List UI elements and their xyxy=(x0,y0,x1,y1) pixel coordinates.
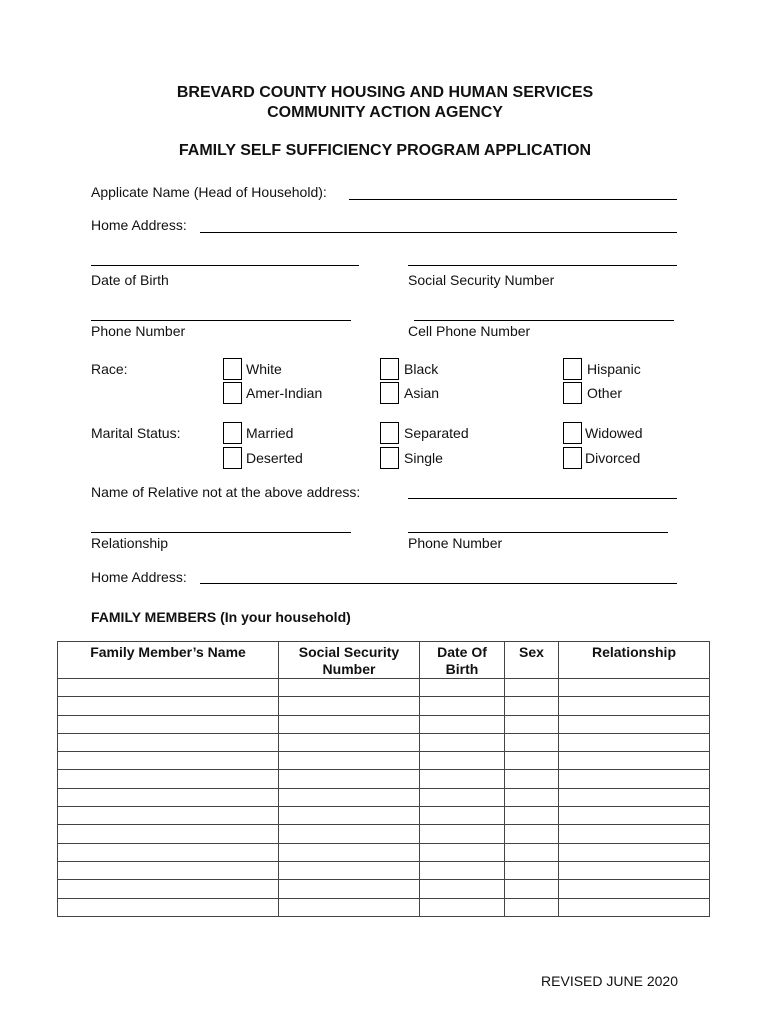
table-cell[interactable] xyxy=(505,898,559,916)
relationship-field[interactable] xyxy=(91,532,351,533)
table-row xyxy=(58,770,710,788)
table-cell[interactable] xyxy=(58,861,279,879)
table-cell[interactable] xyxy=(559,715,710,733)
revision-date: REVISED JUNE 2020 xyxy=(541,973,678,989)
table-cell[interactable] xyxy=(420,752,505,770)
marital-deserted-checkbox[interactable] xyxy=(223,447,242,469)
table-row xyxy=(58,807,710,825)
table-cell[interactable] xyxy=(58,825,279,843)
table-cell[interactable] xyxy=(559,898,710,916)
relative-address-label: Home Address: xyxy=(91,569,187,585)
race-amer-indian-checkbox[interactable] xyxy=(223,382,242,404)
agency-name: BREVARD COUNTY HOUSING AND HUMAN SERVICES xyxy=(176,84,594,101)
table-cell[interactable] xyxy=(559,880,710,898)
table-row xyxy=(58,880,710,898)
table-row xyxy=(58,679,710,697)
home-address-field[interactable] xyxy=(200,232,677,233)
marital-single-label: Single xyxy=(404,450,443,466)
table-cell[interactable] xyxy=(279,807,420,825)
marital-married-checkbox[interactable] xyxy=(223,422,242,444)
date-of-birth-field[interactable] xyxy=(91,265,359,266)
marital-divorced-checkbox[interactable] xyxy=(563,447,582,469)
marital-single-checkbox[interactable] xyxy=(380,447,399,469)
race-black-label: Black xyxy=(404,361,439,377)
table-cell[interactable] xyxy=(58,807,279,825)
table-cell[interactable] xyxy=(279,733,420,751)
table-cell[interactable] xyxy=(279,788,420,806)
table-cell[interactable] xyxy=(559,861,710,879)
table-cell[interactable] xyxy=(279,770,420,788)
table-cell[interactable] xyxy=(505,807,559,825)
race-white-checkbox[interactable] xyxy=(223,358,242,380)
table-cell[interactable] xyxy=(505,697,559,715)
table-cell[interactable] xyxy=(505,880,559,898)
table-row xyxy=(58,788,710,806)
table-cell[interactable] xyxy=(505,843,559,861)
table-cell[interactable] xyxy=(559,697,710,715)
marital-widowed-checkbox[interactable] xyxy=(563,422,582,444)
marital-deserted-label: Deserted xyxy=(246,450,303,466)
table-cell[interactable] xyxy=(559,843,710,861)
table-cell[interactable] xyxy=(420,898,505,916)
home-address-label: Home Address: xyxy=(91,217,187,233)
table-row xyxy=(58,733,710,751)
table-cell[interactable] xyxy=(279,880,420,898)
phone-label: Phone Number xyxy=(91,323,186,339)
cell-phone-field[interactable] xyxy=(414,320,674,321)
table-cell[interactable] xyxy=(58,880,279,898)
table-cell[interactable] xyxy=(420,861,505,879)
marital-separated-checkbox[interactable] xyxy=(380,422,399,444)
table-cell[interactable] xyxy=(559,679,710,697)
relative-address-field[interactable] xyxy=(200,583,677,584)
table-cell[interactable] xyxy=(505,770,559,788)
table-cell[interactable] xyxy=(58,679,279,697)
table-row xyxy=(58,752,710,770)
column-header-ssn: Social Security Number xyxy=(279,642,420,679)
race-label: Race: xyxy=(91,361,128,377)
table-cell[interactable] xyxy=(420,679,505,697)
table-cell[interactable] xyxy=(505,861,559,879)
race-black-checkbox[interactable] xyxy=(380,358,399,380)
table-cell[interactable] xyxy=(420,788,505,806)
column-header-name: Family Member’s Name xyxy=(58,642,279,679)
phone-field[interactable] xyxy=(91,320,351,321)
race-hispanic-checkbox[interactable] xyxy=(563,358,582,380)
table-cell[interactable] xyxy=(279,898,420,916)
relative-phone-label: Phone Number xyxy=(408,535,503,551)
table-cell[interactable] xyxy=(58,843,279,861)
table-row xyxy=(58,843,710,861)
table-cell[interactable] xyxy=(420,733,505,751)
family-members-table xyxy=(57,641,710,917)
table-cell[interactable] xyxy=(279,861,420,879)
table-cell[interactable] xyxy=(420,807,505,825)
column-header-sex: Sex xyxy=(505,642,559,679)
date-of-birth-label: Date of Birth xyxy=(91,272,169,288)
table-cell[interactable] xyxy=(58,697,279,715)
table-row xyxy=(58,825,710,843)
ssn-field[interactable] xyxy=(408,265,677,266)
table-cell[interactable] xyxy=(279,679,420,697)
marital-widowed-label: Widowed xyxy=(585,425,643,441)
table-cell[interactable] xyxy=(58,752,279,770)
race-white-label: White xyxy=(246,361,282,377)
table-cell[interactable] xyxy=(279,752,420,770)
table-cell[interactable] xyxy=(420,715,505,733)
family-members-heading: FAMILY MEMBERS (In your household) xyxy=(91,609,351,625)
table-cell[interactable] xyxy=(420,697,505,715)
table-cell[interactable] xyxy=(279,843,420,861)
table-cell[interactable] xyxy=(279,825,420,843)
table-cell[interactable] xyxy=(58,715,279,733)
marital-separated-label: Separated xyxy=(404,425,469,441)
race-other-label: Other xyxy=(587,385,623,401)
applicant-name-label: Applicate Name (Head of Household): xyxy=(91,184,327,200)
table-cell[interactable] xyxy=(58,733,279,751)
table-cell[interactable] xyxy=(505,825,559,843)
race-amer-indian-label: Amer-Indian xyxy=(246,385,323,401)
race-other-checkbox[interactable] xyxy=(563,382,582,404)
table-cell[interactable] xyxy=(58,788,279,806)
ssn-label: Social Security Number xyxy=(408,272,555,288)
marital-divorced-label: Divorced xyxy=(585,450,641,466)
table-cell[interactable] xyxy=(559,807,710,825)
table-cell[interactable] xyxy=(505,715,559,733)
table-cell[interactable] xyxy=(505,788,559,806)
form-title: FAMILY SELF SUFFICIENCY PROGRAM APPLICATION xyxy=(178,142,592,159)
marital-status-label: Marital Status: xyxy=(91,425,181,441)
table-row xyxy=(58,861,710,879)
relative-phone-field[interactable] xyxy=(408,532,668,533)
race-asian-label: Asian xyxy=(404,385,440,401)
table-cell[interactable] xyxy=(505,752,559,770)
table-cell[interactable] xyxy=(559,733,710,751)
table-cell[interactable] xyxy=(420,770,505,788)
table-cell[interactable] xyxy=(505,679,559,697)
table-cell[interactable] xyxy=(58,898,279,916)
table-cell[interactable] xyxy=(559,825,710,843)
relative-name-field[interactable] xyxy=(408,498,677,499)
table-cell[interactable] xyxy=(559,788,710,806)
relationship-label: Relationship xyxy=(91,535,169,551)
applicant-name-field[interactable] xyxy=(349,199,677,200)
cell-phone-label: Cell Phone Number xyxy=(408,323,531,339)
column-header-dob: Date Of Birth xyxy=(420,642,505,679)
table-cell[interactable] xyxy=(420,843,505,861)
table-cell[interactable] xyxy=(58,770,279,788)
table-row xyxy=(58,715,710,733)
table-cell[interactable] xyxy=(420,825,505,843)
table-cell[interactable] xyxy=(559,770,710,788)
marital-married-label: Married xyxy=(246,425,294,441)
column-header-relationship: Relationship xyxy=(559,642,710,679)
table-row xyxy=(58,898,710,916)
table-cell[interactable] xyxy=(559,752,710,770)
race-asian-checkbox[interactable] xyxy=(380,382,399,404)
table-cell[interactable] xyxy=(279,697,420,715)
race-hispanic-label: Hispanic xyxy=(587,361,641,377)
table-cell[interactable] xyxy=(279,715,420,733)
table-cell[interactable] xyxy=(420,880,505,898)
table-header-row xyxy=(58,642,710,679)
relative-name-label: Name of Relative not at the above address: xyxy=(91,484,361,500)
table-cell[interactable] xyxy=(505,733,559,751)
agency-subtitle: COMMUNITY ACTION AGENCY xyxy=(267,104,503,121)
table-row xyxy=(58,697,710,715)
